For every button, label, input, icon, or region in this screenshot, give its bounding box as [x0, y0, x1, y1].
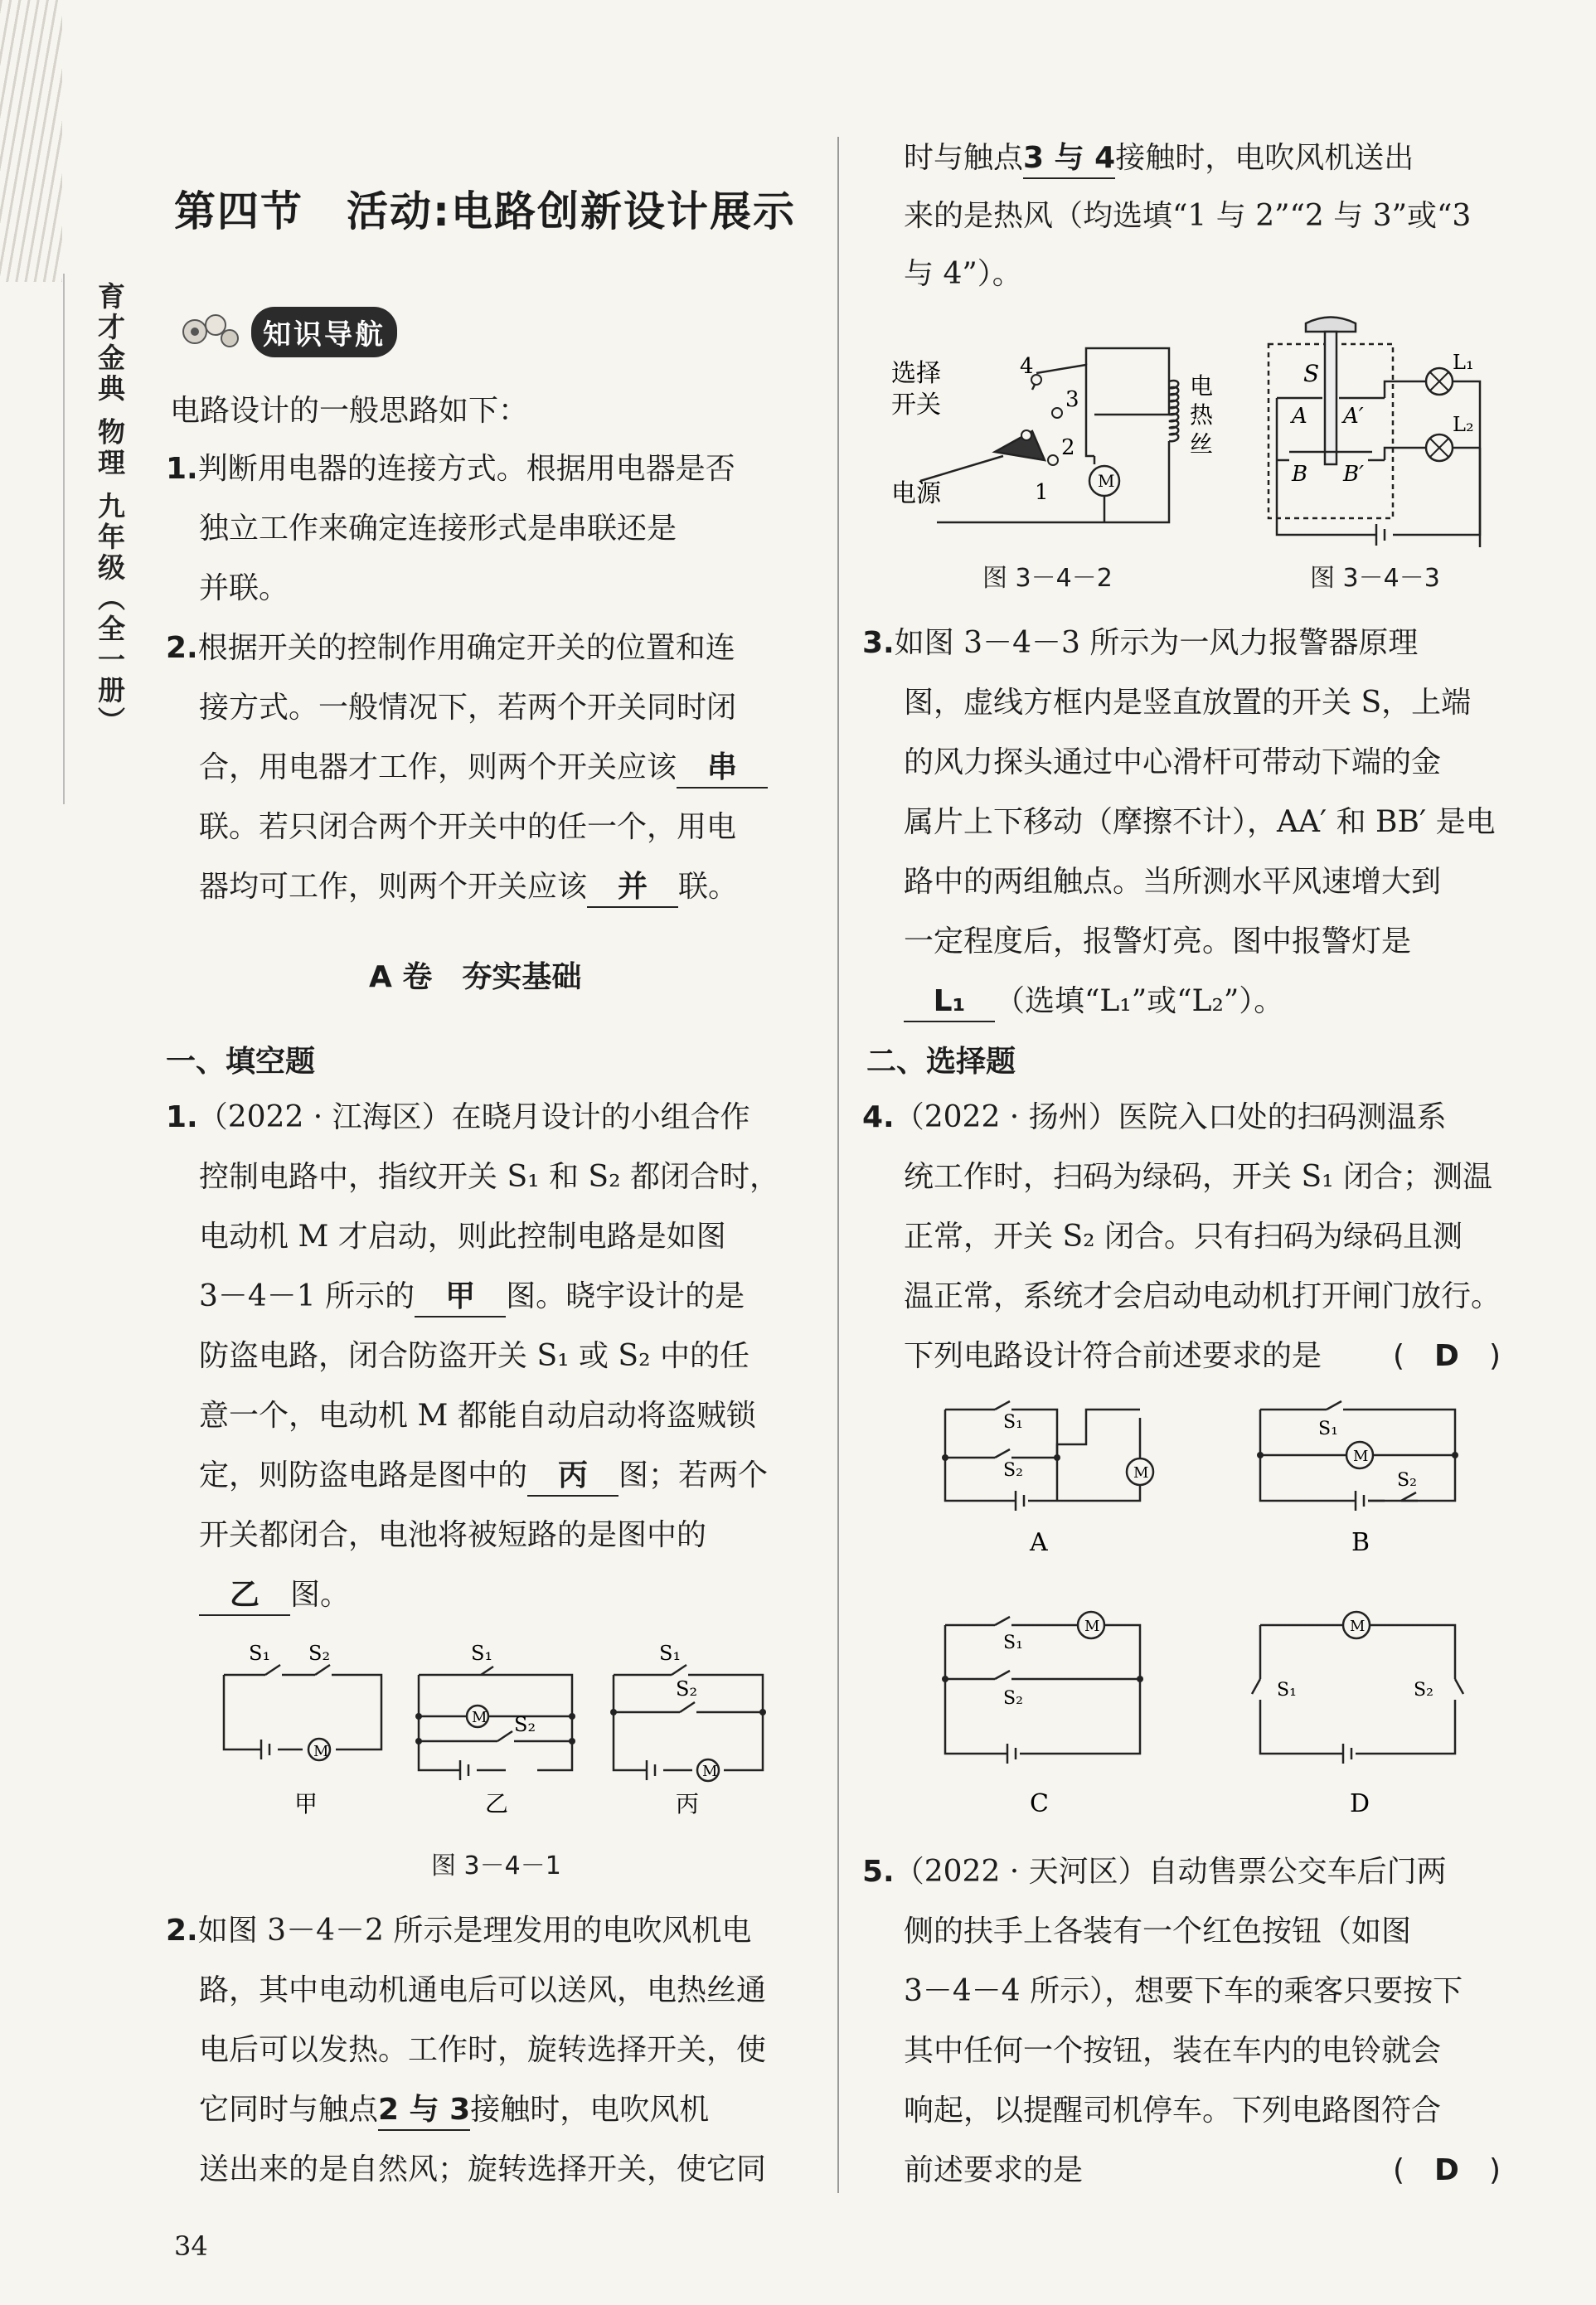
fig341-motor-label: M	[313, 1743, 329, 1760]
fig342-switch-label: 开关	[891, 391, 941, 420]
fig343-switch-label: S	[1303, 360, 1320, 387]
book-series-label: 育才金典 物理 九年级（全一册）	[94, 282, 126, 737]
q4-line-3: 正常，开关 S₂ 闭合。只有扫码为绿码且测	[904, 1220, 1463, 1254]
q3-line-6: 一定程度后，报警灯亮。图中报警灯是	[904, 924, 1412, 958]
q2-line-3: 电后可以发热。工作时，旋转选择开关，使	[199, 2033, 767, 2067]
q3-line-5: 路中的两组触点。当所测水平风速增大到	[904, 865, 1442, 899]
fig342-heater-label: 电	[1190, 372, 1214, 400]
q3-line-3: 的风力探头通过中心滑杆可带动下端的金	[904, 745, 1442, 779]
option-d-label: D	[1350, 1789, 1370, 1818]
q2-line-8: 与 4”）。	[904, 257, 1022, 291]
question-number: 1.	[166, 1100, 198, 1134]
text: 合，用电器才工作，则两个开关应该	[199, 750, 677, 784]
fig343-contact-a: A	[1292, 404, 1307, 429]
q1-line-3: 电动机 M 才启动，则此控制电路是如图	[199, 1220, 726, 1254]
text: 如图 3－4－3 所示为一风力报警器原理	[894, 626, 1419, 660]
q4-b-s2-label: S₂	[1397, 1470, 1417, 1491]
answer-blank: 3 与 4	[1023, 139, 1115, 179]
question-number: 3.	[862, 626, 895, 660]
q4-a-s1-label: S₁	[1003, 1412, 1023, 1433]
q4-d-s2-label: S₂	[1414, 1680, 1433, 1701]
question-5	[862, 1842, 1447, 1902]
q1-line-9	[199, 1565, 350, 1625]
figure-3-4-2-caption: 图 3－4－2	[982, 564, 1113, 593]
fig341-s2-label: S₂	[308, 1642, 331, 1665]
point-number: 1.	[166, 452, 198, 486]
text: 接触时，电吹风机	[470, 2093, 710, 2127]
text: 联。	[678, 870, 739, 904]
page-number: 34	[174, 2230, 208, 2262]
q5-line-4: 其中任何一个按钮，装在车内的电铃就会	[904, 2034, 1442, 2068]
fig342-heater-label: 热	[1190, 401, 1214, 429]
text: 3－4－1 所示的	[199, 1279, 415, 1313]
q4-line-2: 统工作时，扫码为绿码，开关 S₁ 闭合；测温	[904, 1160, 1492, 1194]
fig343-lamp-l2: L₂	[1453, 413, 1474, 436]
fig341-label-jia: 甲	[294, 1790, 318, 1817]
q4-b-s1-label: S₁	[1318, 1419, 1338, 1439]
figure-3-4-1	[207, 1625, 788, 1824]
figure-3-4-2	[887, 315, 1244, 531]
q2-line-7: 来的是热风（均选填“1 与 2”“2 与 3”或“3	[904, 199, 1472, 233]
question-1	[166, 1088, 750, 1148]
sidebar-hatch-decoration	[0, 0, 62, 282]
fig342-contact-3: 3	[1065, 387, 1079, 412]
q4-c-s2-label: S₂	[1003, 1688, 1023, 1709]
text: 如图 3－4－2 所示是理发用的电吹风机电	[197, 1914, 752, 1948]
point-text: 根据开关的控制作用确定开关的位置和连	[197, 631, 735, 665]
q5-line-6	[904, 2141, 1501, 2201]
q1-line-2: 控制电路中，指纹开关 S₁ 和 S₂ 都闭合时，	[199, 1160, 779, 1194]
answer-blank: 2 与 3	[378, 2091, 470, 2131]
fig341-s2-label: S₂	[514, 1713, 536, 1736]
question-number: 5.	[862, 1855, 895, 1889]
question-number: 2.	[166, 1914, 198, 1948]
text: 它同时与触点	[199, 2093, 379, 2127]
answer-blank: L₁	[904, 983, 995, 1022]
point-2	[166, 619, 735, 678]
knowledge-nav-badge	[170, 303, 397, 361]
text: 时与触点	[904, 141, 1024, 175]
q4-line-4: 温正常，系统才会启动电动机打开闸门放行。	[904, 1279, 1501, 1313]
fig341-label-yi: 乙	[485, 1790, 509, 1817]
text: 器均可工作，则两个开关应该	[199, 870, 588, 904]
q1-line-8: 开关都闭合，电池将被短路的是图中的	[199, 1518, 707, 1552]
question-3	[862, 614, 1418, 673]
option-a-label: A	[1030, 1528, 1048, 1557]
flower-icon	[170, 307, 245, 357]
fig342-power-label: 电源	[891, 479, 941, 508]
text: （2022 · 江海区）在晓月设计的小组合作	[197, 1100, 750, 1134]
q4-a-motor-label: M	[1133, 1464, 1149, 1482]
q4-options-figure	[920, 1393, 1501, 1841]
q5-line-5: 响起，以提醒司机停车。下列电路图符合	[904, 2094, 1442, 2128]
point-2-line-3	[199, 738, 768, 798]
q2-line-6	[904, 129, 1414, 188]
question-number: 4.	[862, 1100, 895, 1134]
text: （选填“L₁”或“L₂”）。	[995, 984, 1284, 1018]
answer-parenthesis: ( D )	[1393, 1339, 1501, 1373]
question-4	[862, 1088, 1447, 1148]
text: 定，则防盗电路是图中的	[199, 1458, 528, 1492]
option-c-label: C	[1030, 1789, 1049, 1818]
point-2-line-4: 联。若只闭合两个开关中的任一个，用电	[199, 810, 737, 844]
fig341-label-bing: 丙	[676, 1790, 700, 1817]
q4-d-motor-label: M	[1350, 1618, 1366, 1635]
sidebar	[0, 0, 126, 2305]
q3-line-2: 图，虚线方框内是竖直放置的开关 S，上端	[904, 686, 1472, 720]
fig343-lamp-l1: L₁	[1453, 351, 1474, 374]
fill-section-heading: 一、填空题	[166, 1045, 316, 1079]
text: 图；若两个	[619, 1458, 769, 1492]
fig342-switch-label: 选择	[891, 359, 941, 388]
fig343-contact-b: B	[1292, 462, 1308, 487]
fig342-contact-1: 1	[1035, 480, 1049, 505]
q2-line-4	[199, 2080, 709, 2140]
text: 接触时，电吹风机送出	[1115, 141, 1414, 175]
text: （2022 · 天河区）自动售票公交车后门两	[894, 1855, 1447, 1889]
q4-d-s1-label: S₁	[1277, 1680, 1297, 1701]
q4-a-s2-label: S₂	[1003, 1460, 1023, 1481]
answer-blank: 乙	[199, 1576, 290, 1616]
figure-3-4-3	[1260, 307, 1517, 547]
q3-line-7	[904, 972, 1283, 1031]
q3-line-4: 属片上下移动（摩擦不计），AA′ 和 BB′ 是电	[904, 805, 1496, 839]
q1-line-6: 意一个，电动机 M 都能自动启动将盗贼锁	[199, 1399, 756, 1433]
q2-line-5: 送出来的是自然风；旋转选择开关，使它同	[199, 2152, 767, 2186]
q1-line-5: 防盗电路，闭合防盗开关 S₁ 或 S₂ 中的任	[199, 1339, 749, 1373]
text: 下列电路设计符合前述要求的是	[904, 1339, 1322, 1373]
figure-3-4-1-caption: 图 3－4－1	[431, 1851, 561, 1880]
intro-text: 电路设计的一般思路如下：	[170, 394, 529, 428]
text: 图。晓宇设计的是	[506, 1279, 745, 1313]
fig341-motor-label: M	[472, 1709, 488, 1726]
option-b-label: B	[1351, 1528, 1370, 1557]
text: 前述要求的是	[904, 2153, 1084, 2187]
text: 图。	[290, 1578, 351, 1612]
q5-line-3: 3－4－4 所示），想要下车的乘客只要按下	[904, 1974, 1463, 2008]
fig342-motor-label: M	[1098, 471, 1115, 491]
fig342-contact-4: 4	[1020, 354, 1034, 379]
q1-line-7	[199, 1446, 768, 1506]
knowledge-nav-label: 知识导航	[251, 307, 397, 357]
q5-line-2: 侧的扶手上各装有一个红色按钮（如图	[904, 1914, 1412, 1948]
q4-line-5	[904, 1327, 1501, 1386]
point-1	[166, 439, 735, 499]
answer-parenthesis: ( D )	[1393, 2153, 1501, 2187]
q4-b-motor-label: M	[1353, 1448, 1369, 1465]
fig342-contact-2: 2	[1061, 435, 1075, 460]
fig343-contact-a2: A′	[1343, 404, 1364, 429]
point-number: 2.	[166, 631, 198, 665]
answer-blank: 丙	[527, 1457, 619, 1497]
fig341-s1-label: S₁	[659, 1642, 682, 1665]
point-text: 判断用电器的连接方式。根据用电器是否	[197, 452, 735, 486]
answer-choice: D	[1434, 1339, 1459, 1373]
fig343-contact-b2: B′	[1343, 462, 1365, 487]
answer-choice: D	[1434, 2153, 1459, 2187]
fig341-s1-label: S₁	[249, 1642, 271, 1665]
fig341-s1-label: S₁	[471, 1642, 493, 1665]
fig341-s2-label: S₂	[676, 1677, 698, 1701]
section-title: 第四节 活动:电路创新设计展示	[174, 187, 796, 235]
answer-blank: 串	[677, 749, 768, 789]
point-1-line-2: 独立工作来确定连接形式是串联还是	[199, 512, 677, 546]
question-2	[166, 1901, 751, 1961]
q4-c-motor-label: M	[1084, 1618, 1100, 1635]
point-1-line-3: 并联。	[199, 571, 289, 605]
answer-blank: 甲	[415, 1278, 506, 1317]
q1-line-4	[199, 1267, 745, 1327]
choice-section-heading: 二、选择题	[866, 1045, 1016, 1079]
section-a-heading: A 卷 夯实基础	[369, 960, 582, 994]
figure-3-4-3-caption: 图 3－4－3	[1310, 564, 1440, 593]
sidebar-divider	[63, 274, 65, 804]
text: （2022 · 扬州）医院入口处的扫码测温系	[894, 1100, 1447, 1134]
column-divider	[837, 137, 839, 2193]
fig342-heater-label: 丝	[1190, 430, 1214, 458]
point-2-line-2: 接方式。一般情况下，若两个开关同时闭	[199, 691, 737, 725]
q4-c-s1-label: S₁	[1003, 1633, 1023, 1653]
q2-line-2: 路，其中电动机通电后可以送风，电热丝通	[199, 1973, 767, 2007]
answer-blank: 并	[587, 868, 678, 908]
fig341-motor-label: M	[702, 1763, 718, 1780]
point-2-line-5	[199, 857, 738, 917]
